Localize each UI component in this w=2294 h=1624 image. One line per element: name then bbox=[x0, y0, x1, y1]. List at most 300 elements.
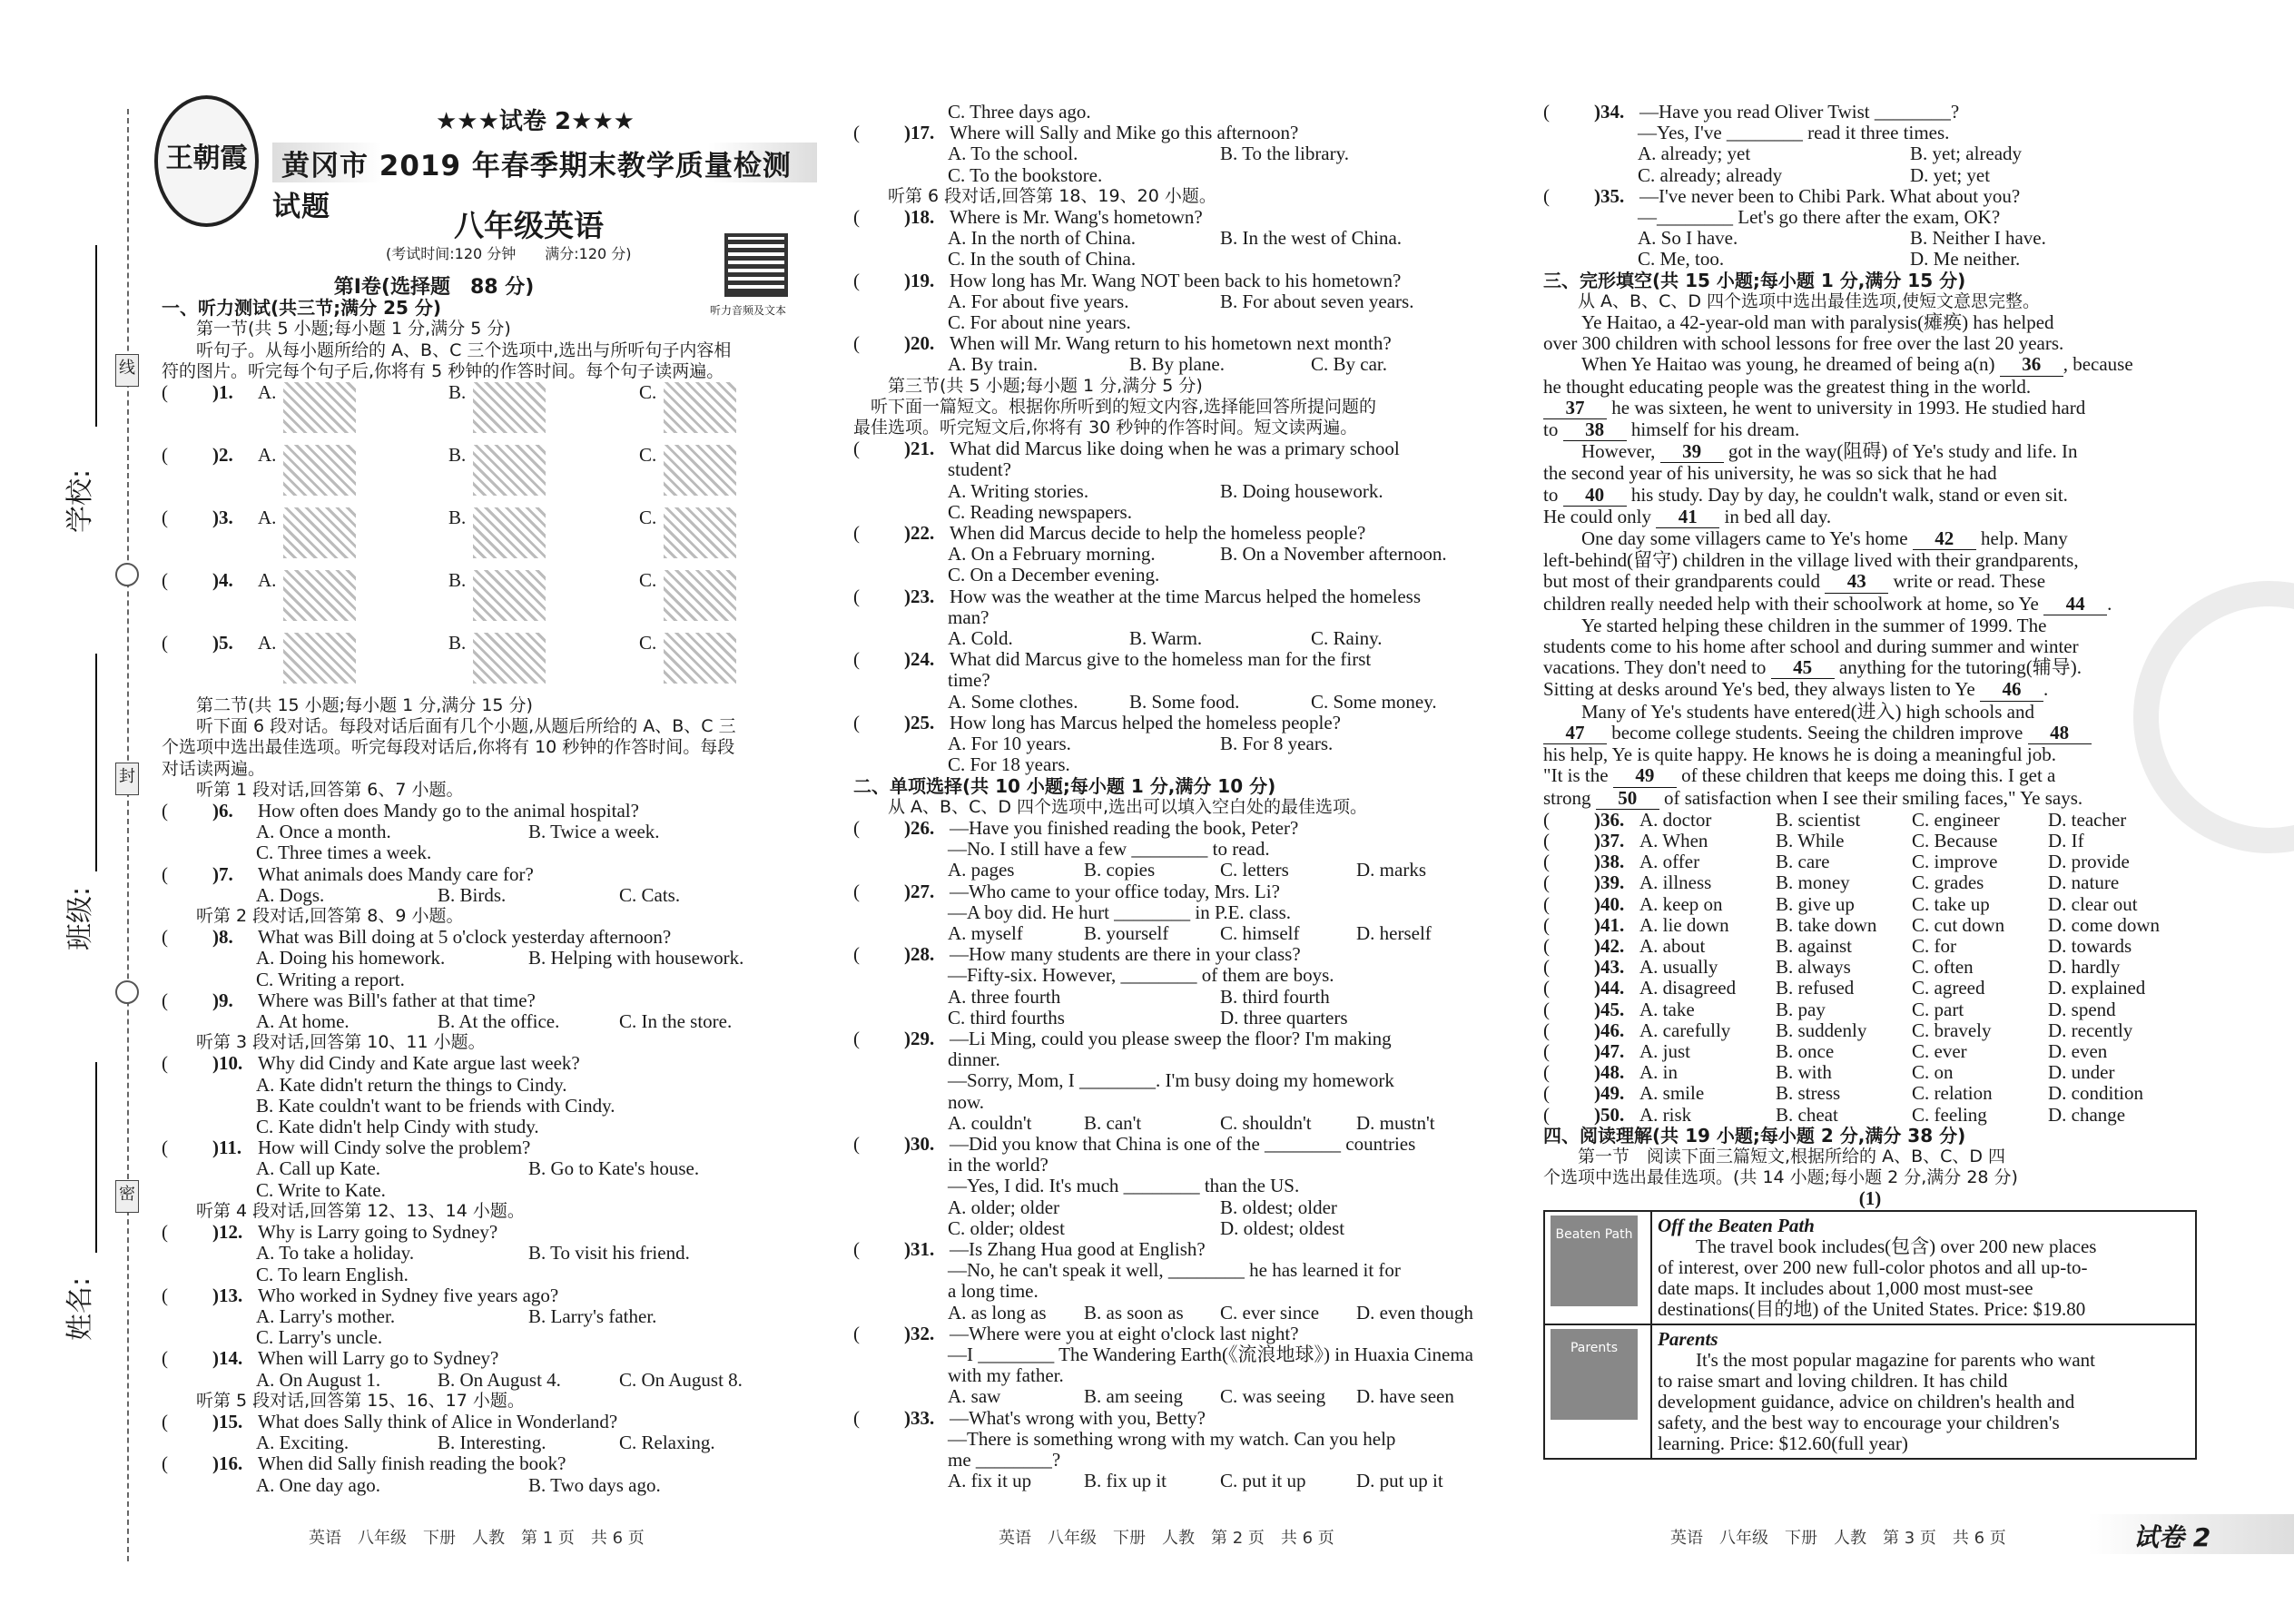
column-3-top bbox=[1543, 102, 2197, 312]
cloze-line: to 38 himself for his dream. bbox=[1543, 418, 1800, 441]
dialogue-heading: 听第 3 段对话,回答第 10、11 小题。 bbox=[196, 1032, 486, 1053]
cloze-option-row bbox=[1543, 1105, 2197, 1126]
answer-option: C. To the bookstore. bbox=[948, 163, 1103, 186]
option-line bbox=[853, 1429, 1507, 1450]
answer-option: B. third fourth bbox=[1220, 985, 1330, 1008]
option-line bbox=[162, 1243, 815, 1264]
answer-option: C. In the south of China. bbox=[948, 248, 1137, 271]
answer-option: C. Three times a week. bbox=[256, 842, 432, 864]
book-description: It's the most popular magazine for parents who want bbox=[1658, 1348, 2095, 1371]
question-number: )34. bbox=[1594, 101, 1625, 123]
answer-option: C. In the store. bbox=[619, 1010, 733, 1033]
book-title: Parents bbox=[1658, 1327, 1718, 1350]
answer-option: A. To take a holiday. bbox=[256, 1242, 415, 1265]
option-line bbox=[162, 969, 815, 990]
picture-question bbox=[162, 507, 815, 570]
answer-option: D. change bbox=[2048, 1103, 2126, 1126]
answer-bracket: ( bbox=[162, 444, 168, 467]
answer-option: C. ever since bbox=[1220, 1301, 1320, 1324]
answer-option: C. Some money. bbox=[1311, 690, 1437, 713]
cloze-option-row bbox=[1543, 810, 2197, 831]
option-line bbox=[853, 249, 1507, 270]
cloze-line: He could only 41 in bed all day. bbox=[1543, 505, 1832, 527]
answer-option: C. Write to Kate. bbox=[256, 1178, 386, 1201]
question-text: What was Bill doing at 5 o'clock yesterday afternoon? bbox=[258, 926, 672, 949]
book-description: learning. Price: $12.60(full year) bbox=[1658, 1432, 1908, 1454]
question-text: Where is Mr. Wang's hometown? bbox=[950, 206, 1203, 229]
answer-bracket: ( bbox=[853, 1027, 860, 1049]
cloze-option-row bbox=[1543, 957, 2197, 978]
book-cover-icon: Beaten Path bbox=[1551, 1216, 1638, 1306]
answer-option: B. Go to Kate's house. bbox=[528, 1157, 700, 1180]
answer-option: B. against bbox=[1776, 934, 1852, 957]
option-line bbox=[853, 628, 1507, 649]
answer-option: B. Interesting. bbox=[438, 1432, 546, 1454]
option-line bbox=[853, 1197, 1507, 1218]
cloze-option-row bbox=[1543, 915, 2197, 936]
answer-option: time? bbox=[948, 669, 990, 692]
option-line bbox=[162, 1475, 815, 1496]
question-text: What did Marcus give to the homeless man for the first bbox=[950, 648, 1372, 671]
cloze-line: vacations. They don't need to 45 anything for the tutoring(辅导). bbox=[1543, 656, 2082, 679]
answer-option: A. In the north of China. bbox=[948, 227, 1137, 250]
picture-option bbox=[639, 570, 775, 621]
bicycle-scene-icon bbox=[473, 382, 546, 433]
option-letter: C. bbox=[639, 381, 657, 404]
answer-option: C. Rainy. bbox=[1311, 627, 1383, 650]
answer-option: B. Neither I have. bbox=[1910, 227, 2046, 250]
cloze-line: However, 39 got in the way(阻碍) of Ye's study and life. In bbox=[1543, 440, 2078, 463]
question-line bbox=[853, 1134, 1507, 1155]
answer-option: B. copies bbox=[1084, 859, 1156, 881]
name-line bbox=[95, 1062, 97, 1253]
answer-option: —No, he can't speak it well, ________ he has learned it for bbox=[948, 1259, 1401, 1282]
answer-option: C. Because bbox=[1912, 829, 1998, 851]
option-line bbox=[1543, 123, 2197, 143]
question-line bbox=[162, 1412, 815, 1432]
answer-option: A. three fourth bbox=[948, 985, 1061, 1008]
answer-option: A. Doing his homework. bbox=[256, 947, 446, 969]
option-line bbox=[853, 1070, 1507, 1091]
answer-option: B. At the office. bbox=[438, 1010, 560, 1033]
cloze-option-row bbox=[1543, 1062, 2197, 1083]
answer-option: C. Three days ago. bbox=[948, 101, 1091, 123]
bear-toy-icon bbox=[283, 445, 356, 496]
picture-question bbox=[162, 382, 815, 445]
option-line bbox=[853, 312, 1507, 333]
answer-option: C. put it up bbox=[1220, 1470, 1306, 1492]
dialogue-heading: 听第 4 段对话,回答第 12、13、14 小题。 bbox=[196, 1200, 525, 1221]
answer-bracket: ( bbox=[1543, 101, 1550, 123]
picture-option bbox=[639, 633, 775, 684]
s2-title: 第二节(共 15 小题;每小题 1 分,满分 15 分) bbox=[196, 695, 533, 716]
cut-dash-line bbox=[127, 109, 129, 1561]
question-number: )45. bbox=[1594, 998, 1625, 1020]
answer-bracket: ( bbox=[1543, 1019, 1550, 1041]
question-line bbox=[162, 1137, 815, 1158]
answer-option: A. One day ago. bbox=[256, 1473, 381, 1496]
cloze-blank: 49 bbox=[1613, 765, 1677, 787]
cloze-line: strong 50 of satisfaction when I see their smiling faces," Ye says. bbox=[1543, 786, 2083, 809]
answer-option: C. relation bbox=[1912, 1082, 1993, 1105]
question-line bbox=[853, 713, 1507, 733]
answer-bracket: ( bbox=[853, 438, 860, 460]
question-line bbox=[853, 818, 1507, 839]
answer-option: C. Larry's uncle. bbox=[256, 1326, 383, 1349]
question-number: )48. bbox=[1594, 1061, 1625, 1084]
cloze-option-row bbox=[1543, 831, 2197, 851]
question-line bbox=[853, 1029, 1507, 1049]
option-line bbox=[162, 822, 815, 842]
answer-option: A. For about five years. bbox=[948, 290, 1129, 312]
listening-section-title: 一、听力测试(共三节;满分 25 分) bbox=[162, 297, 442, 320]
answer-option: D. oldest; oldest bbox=[1220, 1216, 1345, 1239]
question-line bbox=[162, 927, 815, 948]
answer-option: D. clear out bbox=[2048, 892, 2138, 915]
answer-option: B. To the library. bbox=[1220, 143, 1350, 165]
instruction-line: 听下面一篇短文。根据你所听到的短文内容,选择能回答所提问题的 bbox=[853, 396, 1377, 417]
answer-option: with my father. bbox=[948, 1364, 1064, 1387]
picture-option bbox=[448, 633, 639, 684]
option-line bbox=[162, 1370, 815, 1391]
option-line bbox=[162, 1075, 815, 1096]
answer-bracket: ( bbox=[162, 569, 168, 592]
dialogue-heading: 听第 2 段对话,回答第 8、9 小题。 bbox=[196, 906, 464, 927]
picture-question bbox=[162, 570, 815, 633]
cloze-option-row bbox=[1543, 894, 2197, 915]
answer-option: C. on bbox=[1912, 1061, 1954, 1084]
option-line bbox=[853, 1303, 1507, 1324]
answer-bracket: ( bbox=[853, 648, 860, 671]
answer-option: C. Reading newspapers. bbox=[948, 500, 1132, 523]
column-1 bbox=[162, 277, 815, 1496]
answer-bracket: ( bbox=[1543, 998, 1550, 1020]
question-text: —Where were you at eight o'clock last night? bbox=[950, 1322, 1299, 1344]
answer-option: A. When bbox=[1639, 829, 1708, 851]
cloze-blank: 47 bbox=[1543, 723, 1607, 744]
answer-option: B. money bbox=[1776, 871, 1850, 894]
picture-option bbox=[448, 507, 639, 558]
question-text: How long has Mr. Wang NOT been back to his hometown? bbox=[950, 269, 1402, 291]
picture-question bbox=[162, 633, 815, 695]
picture-questions bbox=[162, 382, 815, 695]
answer-bracket: ( bbox=[162, 862, 168, 885]
answer-option: B. stress bbox=[1776, 1082, 1841, 1105]
question-number: )2. bbox=[212, 444, 233, 467]
answer-bracket: ( bbox=[853, 1406, 860, 1429]
book-description: of interest, over 200 new full-color photos and all up-to- bbox=[1658, 1255, 2088, 1278]
option-line bbox=[853, 902, 1507, 923]
answer-option: A. about bbox=[1639, 934, 1706, 957]
answer-bracket: ( bbox=[1543, 871, 1550, 894]
option-line bbox=[853, 502, 1507, 523]
answer-bracket: ( bbox=[162, 1284, 168, 1306]
question-line bbox=[853, 1324, 1507, 1344]
answer-bracket: ( bbox=[853, 816, 860, 839]
answer-option: C. By car. bbox=[1311, 353, 1387, 376]
question-number: )15. bbox=[212, 1410, 243, 1432]
answer-option: C. cut down bbox=[1912, 913, 2005, 936]
exam-title: 黄冈市 2019 年春季期末教学质量检测试题 bbox=[272, 150, 792, 223]
answer-bracket: ( bbox=[162, 1410, 168, 1432]
answer-option: D. put up it bbox=[1356, 1470, 1443, 1492]
column-1-questions bbox=[162, 780, 815, 1496]
answer-option: —No. I still have a few ________ to read. bbox=[948, 838, 1270, 861]
answer-option: B. as soon as bbox=[1084, 1301, 1184, 1324]
reading-item bbox=[1544, 1324, 2196, 1459]
book-description-cell bbox=[1651, 1324, 2196, 1459]
question-text: When did Sally finish reading the book? bbox=[258, 1452, 566, 1475]
book-description: safety, and the best way to encourage your children's bbox=[1658, 1411, 2060, 1433]
cloze-option-row bbox=[1543, 851, 2197, 872]
cloze-line: When Ye Haitao was young, he dreamed of being a(n) 36 , because bbox=[1543, 353, 2133, 376]
answer-option: A. On a February morning. bbox=[948, 543, 1156, 566]
option-line bbox=[853, 923, 1507, 944]
answer-option: A. By train. bbox=[948, 353, 1039, 376]
question-number: )6. bbox=[212, 800, 233, 822]
question-line bbox=[162, 1053, 815, 1074]
option-line bbox=[853, 607, 1507, 628]
question-number: )47. bbox=[1594, 1039, 1625, 1062]
s2-instructions: 对话读两遍。 bbox=[162, 758, 266, 779]
answer-bracket: ( bbox=[853, 585, 860, 607]
question-number: )23. bbox=[904, 585, 935, 607]
option-letter: B. bbox=[448, 569, 467, 592]
answer-option: C. On August 8. bbox=[619, 1368, 743, 1391]
tree-scene-icon bbox=[664, 570, 736, 621]
question-number: )27. bbox=[904, 880, 935, 902]
option-line bbox=[853, 1365, 1507, 1386]
answer-option: B. yourself bbox=[1084, 921, 1169, 944]
option-line bbox=[853, 481, 1507, 502]
option-line bbox=[853, 1344, 1507, 1365]
option-letter: A. bbox=[258, 507, 277, 529]
picture-option bbox=[258, 445, 448, 496]
answer-option: B. On August 4. bbox=[438, 1368, 561, 1391]
answer-option: C. bravely bbox=[1912, 1019, 1992, 1041]
option-line bbox=[853, 1281, 1507, 1302]
bicycle-scene-icon bbox=[664, 382, 736, 433]
answer-option: dinner. bbox=[948, 1048, 1000, 1071]
book-description-cell bbox=[1651, 1211, 2196, 1324]
answer-option: D. recently bbox=[2048, 1019, 2133, 1041]
option-line bbox=[1543, 228, 2197, 249]
answer-option: D. come down bbox=[2048, 913, 2161, 936]
answer-option: A. as long as bbox=[948, 1301, 1047, 1324]
section-title: 三、完形填空(共 15 小题;每小题 1 分,满分 15 分) bbox=[1543, 269, 1966, 291]
question-text: —Have you read Oliver Twist ________? bbox=[1639, 101, 1960, 123]
answer-bracket: ( bbox=[1543, 829, 1550, 851]
question-number: )13. bbox=[212, 1284, 243, 1306]
cloze-option-row bbox=[1543, 978, 2197, 999]
qr-caption: 听力音频及文本 bbox=[710, 304, 787, 317]
answer-option: —Sorry, Mom, I ________. I'm busy doing my homework bbox=[948, 1069, 1394, 1092]
answer-option: C. shouldn't bbox=[1220, 1111, 1312, 1134]
cloze-blank: 46 bbox=[1980, 679, 2043, 701]
answer-option: D. provide bbox=[2048, 851, 2130, 873]
answer-option: D. Me neither. bbox=[1910, 248, 2021, 271]
answer-option: —Yes, I did. It's much ________ than the US. bbox=[948, 1175, 1300, 1197]
question-number: )16. bbox=[212, 1452, 243, 1475]
picture-option bbox=[448, 570, 639, 621]
question-line bbox=[853, 944, 1507, 965]
footer-page-2: 英语 八年级 下册 人教 第 2 页 共 6 页 bbox=[999, 1529, 1334, 1548]
answer-option: A. Once a month. bbox=[256, 821, 391, 843]
answer-option: B. On a November afternoon. bbox=[1220, 543, 1447, 566]
answer-option: B. Birds. bbox=[438, 883, 507, 906]
question-line bbox=[853, 1239, 1507, 1260]
cloze-line: Many of Ye's students have entered(进入) high schools and bbox=[1543, 700, 2034, 723]
question-text: How will Cindy solve the problem? bbox=[258, 1137, 531, 1159]
answer-option: D. even though bbox=[1356, 1301, 1473, 1324]
question-text: Why is Larry going to Sydney? bbox=[258, 1221, 498, 1244]
column-2 bbox=[853, 102, 1507, 1491]
option-line bbox=[853, 1049, 1507, 1070]
question-text: Where was Bill's father at that time? bbox=[258, 989, 536, 1011]
answer-option: B. Twice a week. bbox=[528, 821, 660, 843]
question-number: )35. bbox=[1594, 184, 1625, 207]
question-number: )29. bbox=[904, 1027, 935, 1049]
answer-option: A. keep on bbox=[1639, 892, 1723, 915]
option-line bbox=[853, 1471, 1507, 1491]
option-line bbox=[853, 354, 1507, 375]
answer-bracket: ( bbox=[162, 989, 168, 1011]
question-text: When will Larry go to Sydney? bbox=[258, 1347, 499, 1370]
option-line bbox=[162, 948, 815, 969]
option-line bbox=[853, 1176, 1507, 1196]
binding-hole-icon bbox=[115, 980, 139, 1004]
question-number: )12. bbox=[212, 1221, 243, 1244]
question-number: )18. bbox=[904, 206, 935, 229]
answer-option: C. third fourths bbox=[948, 1006, 1065, 1029]
answer-bracket: ( bbox=[162, 1137, 168, 1159]
answer-option: —Yes, I've ________ read it three times. bbox=[1638, 122, 1950, 144]
cloze-options bbox=[1543, 810, 2197, 1126]
question-number: )17. bbox=[904, 122, 935, 144]
class-line bbox=[95, 654, 97, 871]
option-line bbox=[853, 1113, 1507, 1134]
answer-option: D. under bbox=[2048, 1061, 2115, 1084]
answer-option: C. Writing a report. bbox=[256, 968, 405, 990]
reading-instructions: 个选项中选出最佳选项。(共 14 小题;每小题 2 分,满分 28 分) bbox=[1543, 1167, 2018, 1188]
cloze-blank: 42 bbox=[1913, 528, 1976, 550]
class-label: 班级: bbox=[64, 886, 97, 951]
answer-option: D. nature bbox=[2048, 871, 2120, 894]
question-number: )33. bbox=[904, 1406, 935, 1429]
answer-bracket: ( bbox=[853, 1322, 860, 1344]
answer-option: B. For about seven years. bbox=[1220, 290, 1414, 312]
picture-question bbox=[162, 445, 815, 507]
bear-toy-icon bbox=[664, 445, 736, 496]
question-line bbox=[853, 1408, 1507, 1429]
logo-seal-icon: 王朝霞 bbox=[154, 95, 259, 227]
question-line bbox=[162, 1222, 815, 1243]
cloze-line: but most of their grandparents could 43 write or read. These bbox=[1543, 570, 2046, 593]
cloze-blank: 38 bbox=[1563, 419, 1627, 441]
cloze-blank: 37 bbox=[1543, 398, 1607, 419]
option-line bbox=[853, 754, 1507, 775]
answer-option: B. In the west of China. bbox=[1220, 227, 1403, 250]
answer-option: A. lie down bbox=[1639, 913, 1729, 936]
tree-scene-icon bbox=[473, 570, 546, 621]
cut-mark-secret: 密 bbox=[115, 1180, 139, 1213]
option-line bbox=[853, 1092, 1507, 1113]
answer-option: C. For 18 years. bbox=[948, 753, 1070, 776]
answer-option: D. hardly bbox=[2048, 956, 2121, 979]
answer-option: C. agreed bbox=[1912, 977, 1985, 999]
answer-option: B. can't bbox=[1084, 1111, 1142, 1134]
option-line bbox=[853, 692, 1507, 713]
question-number: )7. bbox=[212, 862, 233, 885]
answer-bracket: ( bbox=[162, 632, 168, 655]
answer-option: D. condition bbox=[2048, 1082, 2143, 1105]
answer-option: A. On August 1. bbox=[256, 1368, 381, 1391]
answer-option: a long time. bbox=[948, 1280, 1039, 1303]
question-text: When did Marcus decide to help the homeless people? bbox=[950, 522, 1366, 545]
question-number: )42. bbox=[1594, 934, 1625, 957]
option-line bbox=[1543, 249, 2197, 270]
answer-option: A. doctor bbox=[1639, 808, 1712, 831]
question-number: )32. bbox=[904, 1322, 935, 1344]
answer-option: A. disagreed bbox=[1639, 977, 1737, 999]
question-text: What did Marcus like doing when he was a primary school bbox=[950, 438, 1400, 460]
exam-badge: ★★★试卷 2★★★ bbox=[436, 108, 635, 135]
answer-option: B. Doing housework. bbox=[1220, 479, 1383, 502]
picture-option bbox=[258, 507, 448, 558]
s1-instructions: 听句子。从每小题所给的 A、B、C 三个选项中,选出与所听句子内容相 bbox=[196, 340, 732, 360]
question-text: —Did you know that China is one of the ________ countries bbox=[950, 1132, 1416, 1155]
reading-section-title: 四、阅读理解(共 19 小题;每小题 2 分,满分 38 分) bbox=[1543, 1124, 1966, 1147]
answer-option: B. Warm. bbox=[1129, 627, 1203, 650]
question-number: )21. bbox=[904, 438, 935, 460]
bicycle-scene-icon bbox=[283, 382, 356, 433]
answer-bracket: ( bbox=[162, 507, 168, 529]
picture-option bbox=[448, 382, 639, 433]
cloze-line: 47 become college students. Seeing the children improve 48 bbox=[1543, 723, 2197, 744]
answer-bracket: ( bbox=[853, 1132, 860, 1155]
answer-option: A. older; older bbox=[948, 1196, 1060, 1218]
question-line bbox=[853, 271, 1507, 291]
question-line bbox=[162, 1453, 815, 1474]
question-number: )9. bbox=[212, 989, 233, 1011]
answer-option: D. explained bbox=[2048, 977, 2146, 999]
answer-option: B. For 8 years. bbox=[1220, 733, 1334, 755]
option-line bbox=[853, 1450, 1507, 1471]
cloze-passage bbox=[1543, 312, 2197, 810]
answer-option: C. himself bbox=[1220, 921, 1300, 944]
question-line bbox=[853, 123, 1507, 143]
answer-option: me ________? bbox=[948, 1449, 1061, 1471]
reading-item bbox=[1544, 1211, 2196, 1324]
answer-option: C. For about nine years. bbox=[948, 311, 1131, 334]
farm-scene-icon bbox=[473, 507, 546, 558]
answer-option: A. carefully bbox=[1639, 1019, 1731, 1041]
answer-option: B. pay bbox=[1776, 998, 1826, 1020]
option-line bbox=[1543, 165, 2197, 186]
instruction-line: 最佳选项。听完短文后,你将有 30 秒钟的作答时间。短文读两遍。 bbox=[853, 418, 1358, 438]
option-line bbox=[853, 1218, 1507, 1239]
answer-option: A. already; yet bbox=[1638, 143, 1751, 165]
answer-bracket: ( bbox=[1543, 184, 1550, 207]
question-line bbox=[853, 523, 1507, 544]
question-number: )30. bbox=[904, 1132, 935, 1155]
answer-option: B. with bbox=[1776, 1061, 1832, 1084]
book-description: destinations(目的地) of the United States. Price: $19.80 bbox=[1658, 1297, 2086, 1320]
answer-option: B. suddenly bbox=[1776, 1019, 1867, 1041]
option-letter: A. bbox=[258, 569, 277, 592]
picture-option bbox=[258, 382, 448, 433]
cloze-line: to 40 his study. Day by day, he couldn't walk, stand or even sit. bbox=[1543, 483, 2068, 506]
